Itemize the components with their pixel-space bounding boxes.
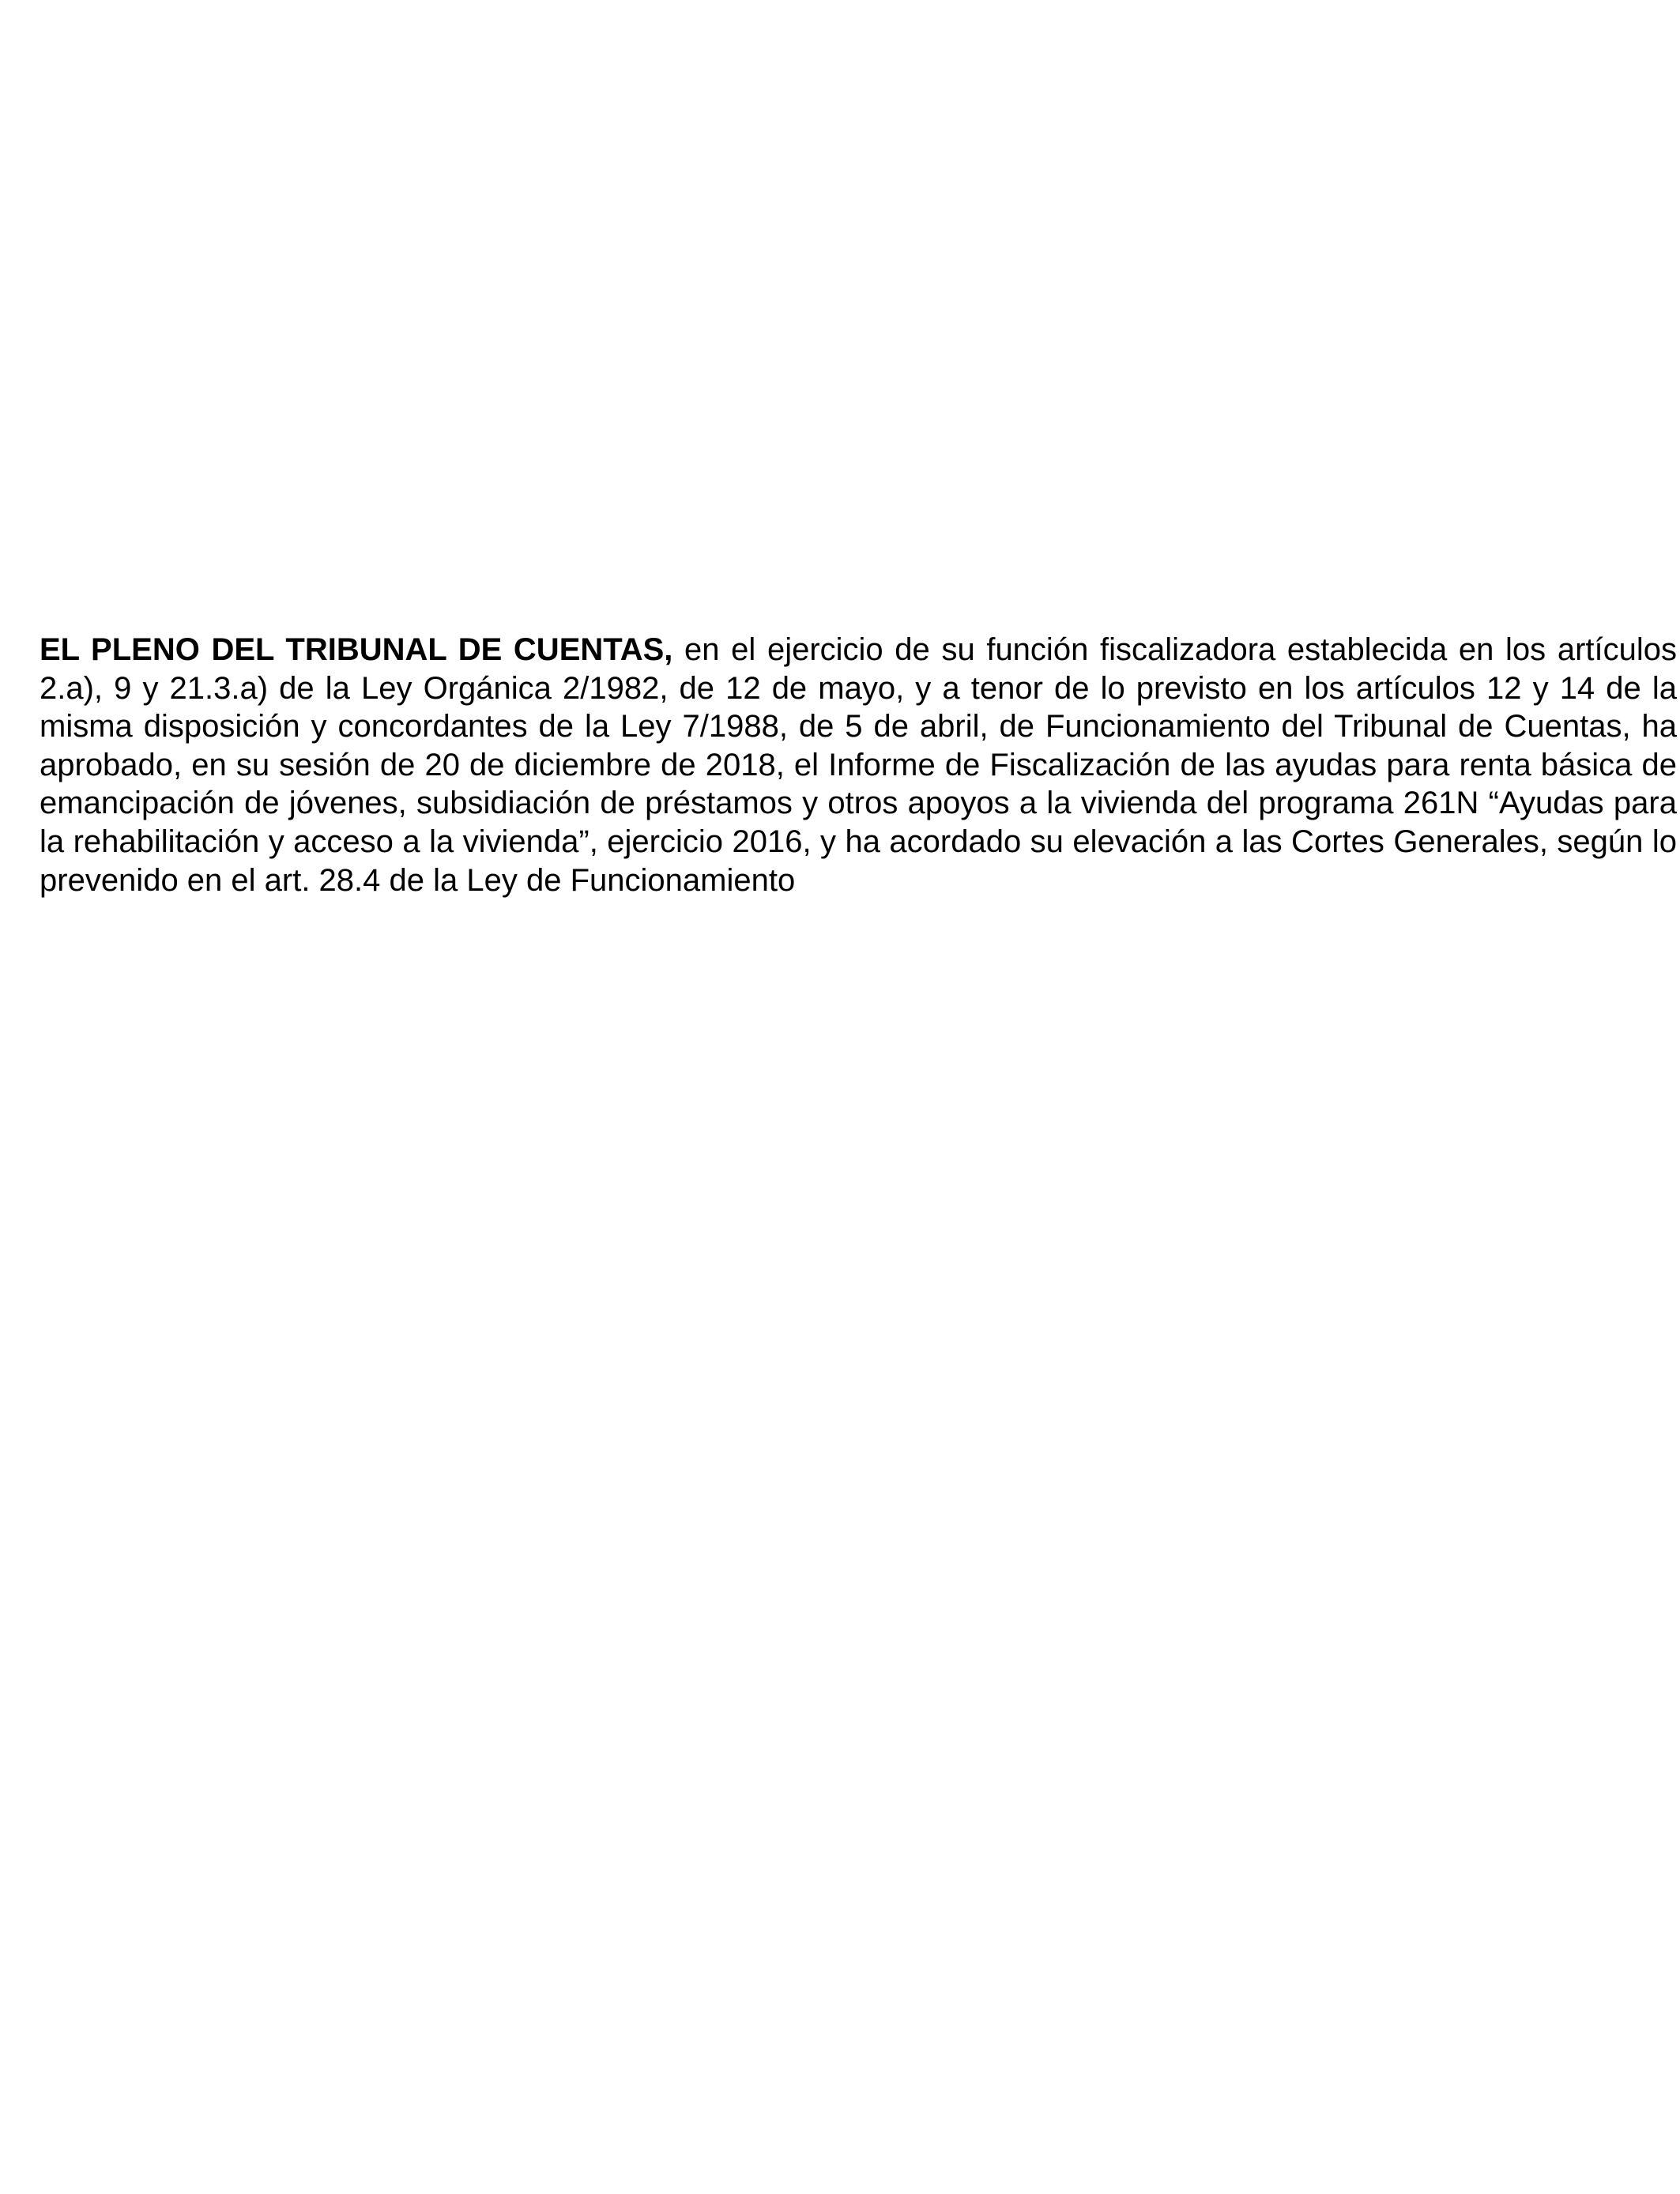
paragraph-body: en el ejercicio de su función fiscalizadora establecida en los artículos 2.a), 9 y 21.3.a) de la Ley Orgánica 2/1982, de 12 de mayo, y a tenor de lo previsto en los artículos 12 y 14 de la misma disposición y concordantes de la Ley 7/1988, de 5 de abril, de Funcionamiento del Tribunal de Cuentas, ha aprobado, en su sesión de 20 de diciembre de 2018, el Informe de Fiscalización de las ayudas para renta básica de emancipación de jóvenes, subsidiación de préstamos y otros apoyos a la vivienda del programa 261N “Ayudas para la rehabilitación y acceso a la vivienda”, ejercicio 2016, y ha acordado su elevación a las Cortes Generales, según lo prevenido en el art. 28.4 de la Ley de Funcionamiento — [40, 632, 1677, 898]
approval-paragraph — [40, 631, 1677, 899]
paragraph-lead-bold: EL PLENO DEL TRIBUNAL DE CUENTAS, — [40, 632, 673, 667]
